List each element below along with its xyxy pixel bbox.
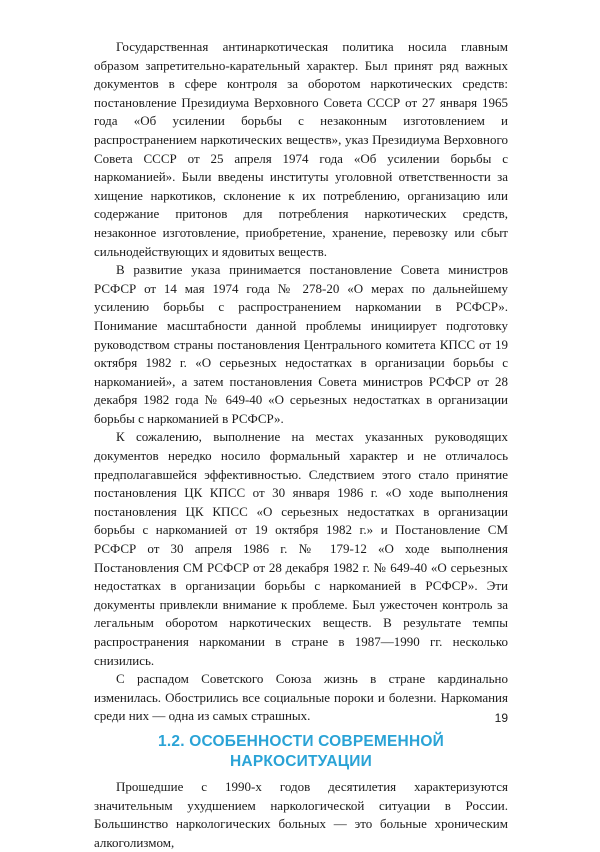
paragraph: Государственная антинаркотическая политика носила главным образом запретительно-карательный характер. Был принят ряд важных документов в сфере контроля за оборотом наркотических средств: постановление Президиума Верховного Совета СССР от 27 января 1965 года «Об усилении борьбы с незаконным изготовлением и распространением наркотических веществ», указ Президиума Верховного Совета СССР от 25 апреля 1974 года «Об усилении борьбы с наркоманией». Были введены институты уголовной ответственности за хищение наркотиков, склонение к их потреблению, организацию или содержание притонов для потребления наркотических средств, незаконное изготовление, приобретение, хранение, перевозку или сбыт сильнодействующих и ядовитых веществ. <box>94 39 508 259</box>
paragraph: Прошедшие с 1990-х годов десятилетия характеризуются значительным ухудшением наркологической ситуации в России. Большинство наркологических больных — это больные хроническим алкоголизмом, <box>94 778 508 850</box>
section-heading <box>94 732 508 772</box>
paragraph: С распадом Советского Союза жизнь в стране кардинально изменилась. Обострились все социальные пороки и болезни. Наркомания среди них — одна из самых страшных. <box>94 671 508 724</box>
page-number: 19 <box>494 711 508 725</box>
paragraph: В развитие указа принимается постановление Совета министров РСФСР от 14 мая 1974 года № 278-20 «О мерах по дальнейшему усилению борьбы с распространением наркомании в РСФСР». Понимание масштабности данной проблемы инициирует подготовку руководством страны постановления Центрального комитета КПСС от 19 октября 1982 г. «О серьезных недостатках в организации борьбы с наркоманией», а затем постановления Совета министров РСФСР от 28 декабря 1982 года № 649-40 «О серьезных недостатках в организации борьбы с наркоманией в РСФСР». <box>94 262 508 426</box>
section-heading-line-2: НАРКОСИТУАЦИИ <box>230 752 372 770</box>
paragraph: К сожалению, выполнение на местах указанных руководящих документов нередко носило формальный характер и не отличалось предполагавшейся эффективностью. Следствием этого стало принятие постановления ЦК КПСС от 30 января 1986 г. «О ходе выполнения постановления ЦК КПСС «О серьезных недостатках в организации борьбы с наркоманией от 19 октября 1982 г.» и Постановление СМ РСФСР от 30 апреля 1986 г. № 179-12 «О ходе выполнения Постановления СМ РСФСР от 28 декабря 1982 г. № 649-40 «О серьезных недостатках в организации борьбы с наркоманией в РСФСР». Эти документы привлекли внимание к проблеме. Был ужесточен контроль за легальным оборотом наркотических веществ. В результате темпы распространения наркомании в стране в 1987—1990 гг. несколько снизились. <box>94 429 508 668</box>
section-heading-line-1: 1.2. ОСОБЕННОСТИ СОВРЕМЕННОЙ <box>158 732 444 750</box>
page-body <box>94 38 508 852</box>
